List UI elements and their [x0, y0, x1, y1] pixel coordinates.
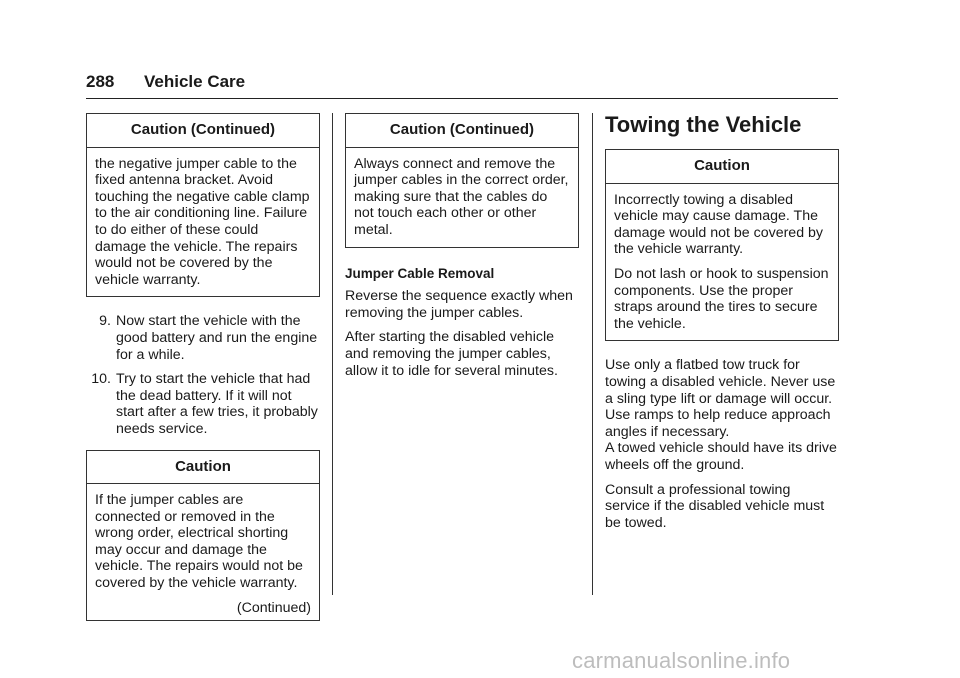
caution-box	[86, 113, 320, 297]
list-item	[86, 371, 320, 437]
caution-box	[345, 113, 579, 248]
step-text: Try to start the vehicle that had the dead battery. If it will not start after a few tries, it probably needs service.	[116, 371, 318, 437]
column-right	[605, 113, 839, 531]
section-title: Vehicle Care	[144, 72, 246, 91]
paragraph: Use only a flatbed tow truck for towing a disabled vehicle. Never use a sling type lift or damage will occur. Use ramps to help reduce approach angles if necessary.	[605, 357, 836, 440]
subheading: Jumper Cable Removal	[345, 265, 495, 281]
caution-body	[87, 148, 319, 297]
caution-box	[605, 149, 839, 341]
list-item	[86, 313, 320, 363]
caution-text: If the jumper cables are connected or removed in the wrong order, electrical shorting may occur and damage the vehicle. The repairs would not be covered by the vehicle warranty.	[95, 492, 303, 592]
column-divider	[592, 113, 593, 595]
paragraph: A towed vehicle should have its drive wheels off the ground.	[605, 440, 837, 473]
section-heading: Towing the Vehicle	[605, 112, 802, 137]
caution-title: Caution (Continued)	[346, 114, 578, 148]
page-number: 288	[86, 72, 115, 91]
caution-text: Do not lash or hook to suspension components. Use the proper straps around the tires to secure the vehicle.	[614, 265, 829, 332]
step-number: 9.	[99, 313, 111, 330]
watermark: carmanualsonline.info	[572, 648, 791, 673]
caution-body	[606, 184, 838, 341]
paragraph: Consult a professional towing service if the disabled vehicle must be towed.	[605, 481, 825, 531]
page-header	[86, 72, 838, 99]
paragraph: After starting the disabled vehicle and removing the jumper cables, allow it to idle for several minutes.	[345, 329, 558, 379]
caution-title: Caution (Continued)	[87, 114, 319, 148]
caution-body	[87, 484, 319, 620]
continued-label: (Continued)	[236, 599, 311, 616]
step-text: Now start the vehicle with the good battery and run the engine for a while.	[116, 313, 318, 363]
caution-box	[86, 450, 320, 622]
steps-list	[86, 313, 320, 437]
caution-title: Caution	[87, 451, 319, 485]
column-left	[86, 113, 320, 621]
column-middle	[345, 113, 579, 379]
caution-text: Always connect and remove the jumper cables in the correct order, making sure that the cables do not touch each other or other metal.	[354, 155, 569, 238]
step-number: 10.	[91, 371, 111, 388]
caution-title: Caution	[606, 150, 838, 184]
paragraph: Reverse the sequence exactly when removing the jumper cables.	[345, 288, 573, 321]
caution-body	[346, 148, 578, 247]
caution-text: Incorrectly towing a disabled vehicle may cause damage. The damage would not be covered by the vehicle warranty.	[614, 191, 824, 258]
caution-text: the negative jumper cable to the fixed antenna bracket. Avoid touching the negative cable clamp to the air conditioning line. Failure to do either of these could damage the vehicle. The repairs would not be covered by the vehicle warranty.	[95, 155, 310, 288]
column-divider	[332, 113, 333, 595]
